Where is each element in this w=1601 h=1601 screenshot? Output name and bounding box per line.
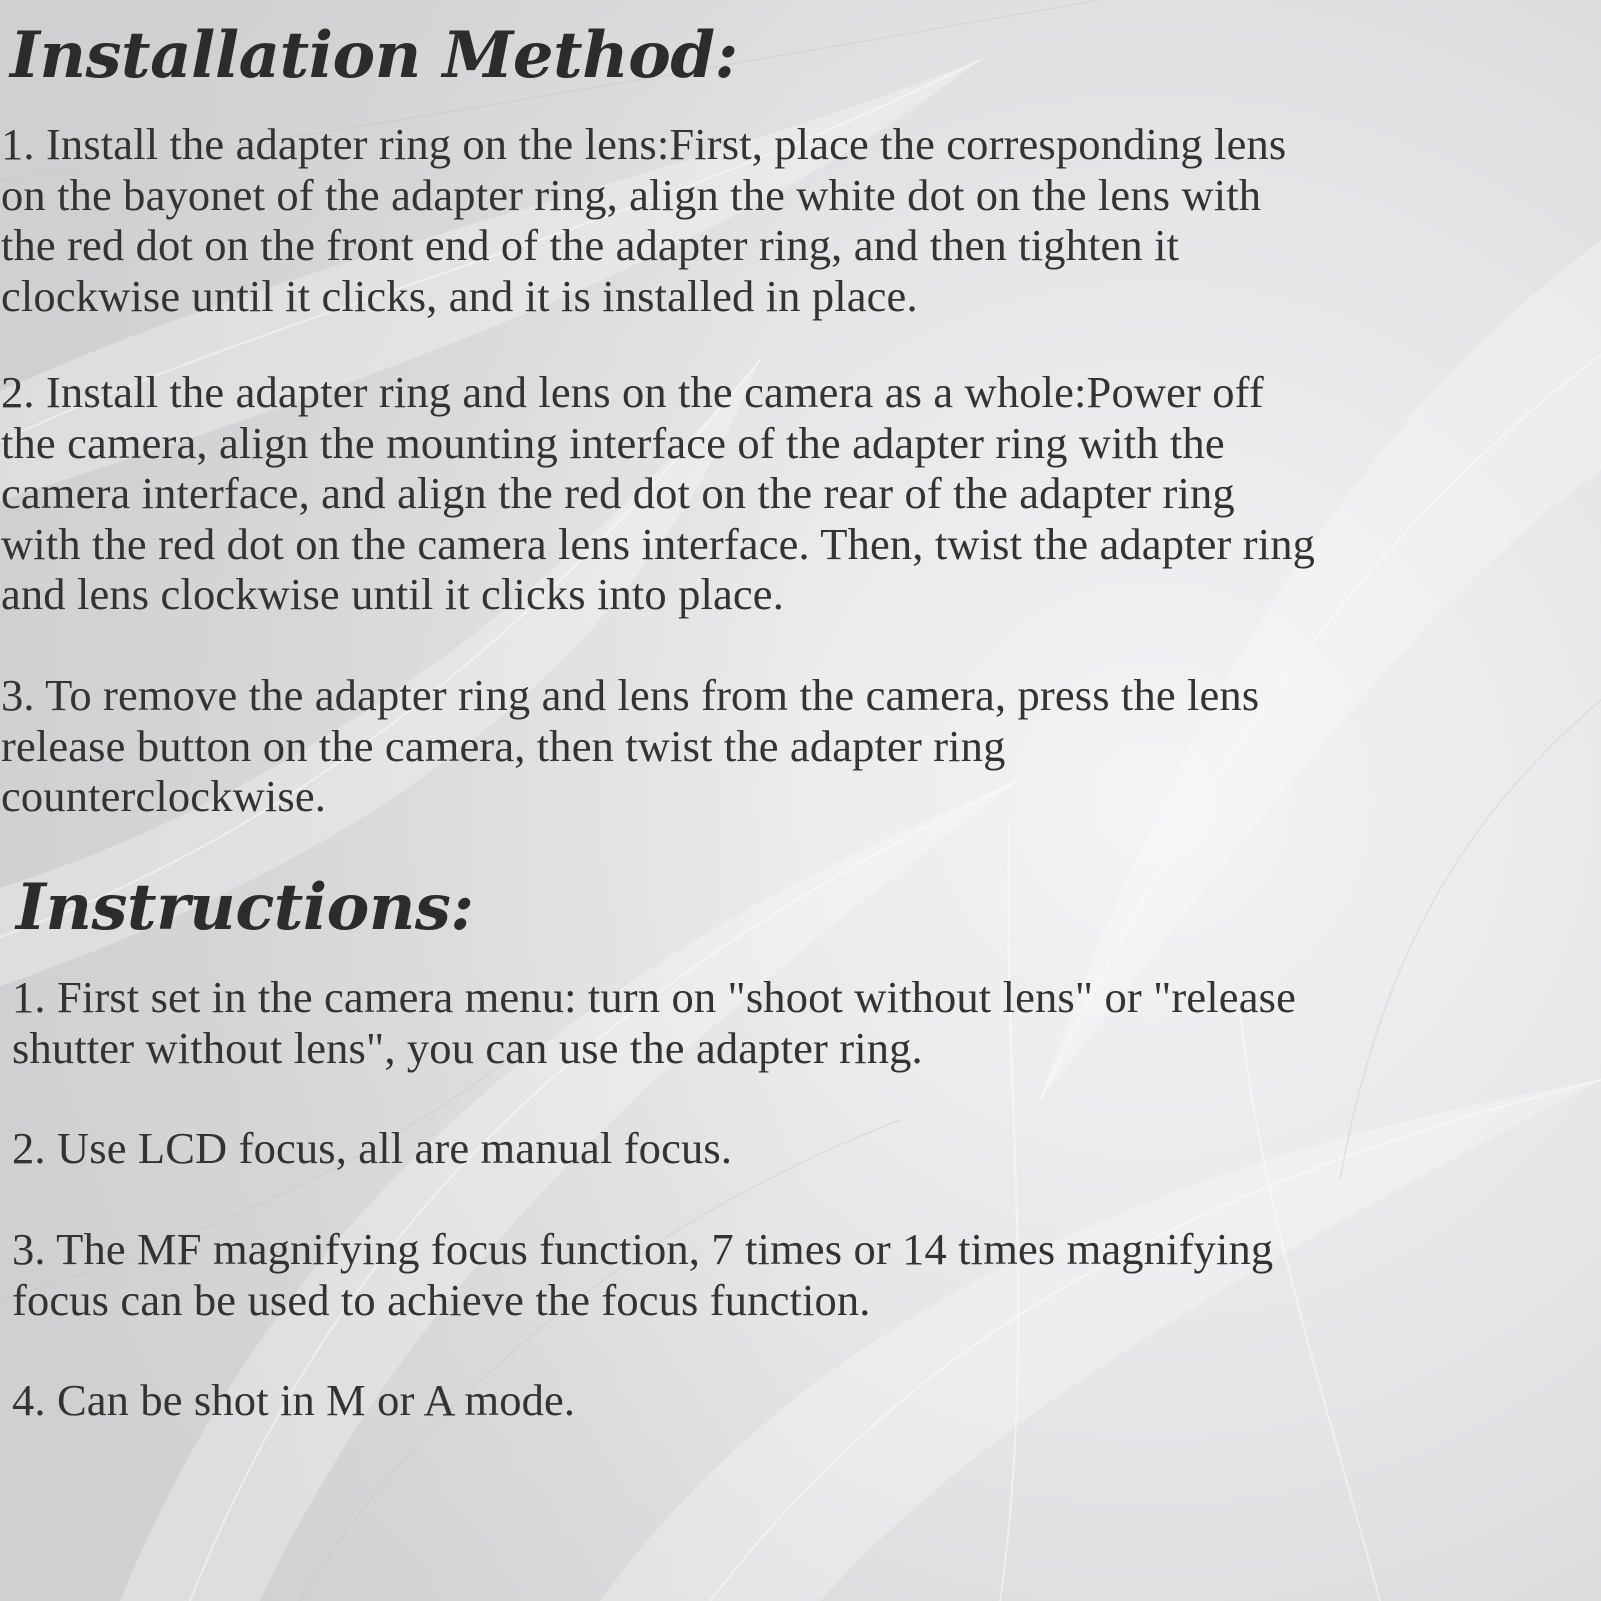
instructions-heading: Instructions: bbox=[16, 870, 474, 945]
instruction-step-2 bbox=[12, 1123, 732, 1174]
text-line: shutter without lens", you can use the adapter ring. bbox=[12, 1022, 923, 1073]
text-line: with the red dot on the camera lens interface. Then, twist the adapter ring bbox=[1, 518, 1316, 569]
text-line: 1. Install the adapter ring on the lens:First, place the corresponding lens bbox=[1, 119, 1287, 169]
installation-method-heading: Installation Method: bbox=[10, 18, 738, 93]
text-line: and lens clockwise until it clicks into place. bbox=[1, 569, 784, 619]
text-line: 1. First set in the camera menu: turn on "shoot without lens" or "release bbox=[12, 972, 1296, 1022]
text-line: 2. Use LCD focus, all are manual focus. bbox=[12, 1123, 733, 1173]
text-line: counterclockwise. bbox=[1, 771, 327, 821]
text-line: camera interface, and align the red dot on the rear of the adapter ring bbox=[1, 468, 1235, 518]
text-line: 3. The MF magnifying focus function, 7 times or 14 times magnifying bbox=[12, 1224, 1274, 1274]
instruction-step-1 bbox=[12, 972, 1296, 1073]
text-line: 2. Install the adapter ring and lens on the camera as a whole:Power off bbox=[1, 367, 1264, 417]
instruction-step-4 bbox=[12, 1375, 575, 1426]
text-line: release button on the camera, then twist the adapter ring bbox=[1, 720, 1006, 771]
installation-step-3 bbox=[1, 670, 1259, 822]
text-line: focus can be used to achieve the focus function. bbox=[12, 1274, 871, 1325]
installation-step-1 bbox=[1, 119, 1286, 321]
instruction-step-3 bbox=[12, 1224, 1273, 1325]
text-line: 4. Can be shot in M or A mode. bbox=[12, 1375, 576, 1425]
text-line: the red dot on the front end of the adapter ring, and then tighten it bbox=[1, 220, 1180, 270]
text-line: 3. To remove the adapter ring and lens from the camera, press the lens bbox=[1, 670, 1260, 720]
text-line: the camera, align the mounting interface of the adapter ring with the bbox=[1, 417, 1225, 468]
text-line: clockwise until it clicks, and it is installed in place. bbox=[1, 270, 918, 321]
installation-step-2 bbox=[1, 367, 1315, 620]
text-line: on the bayonet of the adapter ring, align the white dot on the lens with bbox=[1, 169, 1262, 220]
